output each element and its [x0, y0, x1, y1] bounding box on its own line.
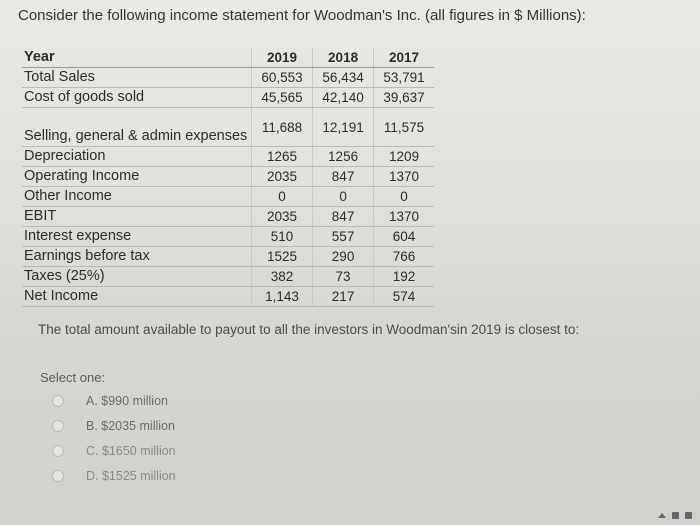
table-row [22, 207, 434, 227]
tray-arrow-icon[interactable] [658, 513, 666, 518]
cell-value: 2035 [252, 207, 313, 227]
cell-value: 53,791 [374, 68, 434, 88]
table-row [22, 247, 434, 267]
table-row [22, 88, 434, 108]
cell-value: 39,637 [374, 88, 434, 108]
speaker-icon[interactable] [685, 512, 692, 519]
radio-button[interactable] [52, 445, 64, 457]
answer-option-d[interactable] [52, 463, 176, 488]
table-row [22, 167, 434, 187]
income-statement-table [22, 48, 434, 307]
cell-value: 766 [374, 247, 434, 267]
header-year: 2018 [313, 48, 374, 68]
table-row [22, 267, 434, 287]
table-row [22, 68, 434, 88]
cell-value: 1370 [374, 167, 434, 187]
table-row [22, 187, 434, 207]
select-one-label: Select one: [40, 370, 106, 385]
cell-value: 11,688 [252, 108, 313, 147]
radio-button[interactable] [52, 420, 64, 432]
cell-value: 2035 [252, 167, 313, 187]
cell-value: 847 [313, 207, 374, 227]
cell-value: 45,565 [252, 88, 313, 108]
cell-value: 574 [374, 287, 434, 307]
answer-options [52, 388, 176, 488]
option-label: D. $1525 million [86, 468, 176, 483]
cell-value: 1265 [252, 147, 313, 167]
battery-icon[interactable] [672, 512, 679, 519]
cell-value: 1256 [313, 147, 374, 167]
radio-button[interactable] [52, 395, 64, 407]
table-row [22, 108, 434, 147]
cell-value: 42,140 [313, 88, 374, 108]
question-text: Consider the following income statement for Woodman's Inc. (all figures in $ Millions): [18, 7, 586, 24]
row-label: Net Income [22, 287, 252, 307]
system-tray [658, 512, 692, 519]
cell-value: 847 [313, 167, 374, 187]
row-label: Earnings before tax [22, 247, 252, 267]
cell-value: 1525 [252, 247, 313, 267]
header-year: 2017 [374, 48, 434, 68]
cell-value: 382 [252, 267, 313, 287]
table-row [22, 147, 434, 167]
answer-option-b[interactable] [52, 413, 176, 438]
row-label: Operating Income [22, 167, 252, 187]
cell-value: 192 [374, 267, 434, 287]
row-label: Interest expense [22, 227, 252, 247]
row-label: Total Sales [22, 68, 252, 88]
cell-value: 12,191 [313, 108, 374, 147]
row-label: Other Income [22, 187, 252, 207]
cell-value: 510 [252, 227, 313, 247]
answer-option-a[interactable] [52, 388, 176, 413]
table-header-row [22, 48, 434, 68]
cell-value: 217 [313, 287, 374, 307]
row-label: EBIT [22, 207, 252, 227]
table-row [22, 227, 434, 247]
cell-value: 0 [374, 187, 434, 207]
header-label: Year [22, 48, 252, 68]
cell-value: 290 [313, 247, 374, 267]
radio-button[interactable] [52, 470, 64, 482]
option-label: B. $2035 million [86, 418, 175, 433]
cell-value: 1370 [374, 207, 434, 227]
cell-value: 0 [313, 187, 374, 207]
cell-value: 604 [374, 227, 434, 247]
cell-value: 60,553 [252, 68, 313, 88]
cell-value: 0 [252, 187, 313, 207]
row-label: Taxes (25%) [22, 267, 252, 287]
table-row [22, 287, 434, 307]
option-label: A. $990 million [86, 393, 168, 408]
answer-option-c[interactable] [52, 438, 176, 463]
followup-question: The total amount available to payout to all the investors in Woodman'sin 2019 is closest to: [38, 322, 580, 337]
cell-value: 73 [313, 267, 374, 287]
cell-value: 56,434 [313, 68, 374, 88]
row-label: Selling, general & admin expenses [22, 108, 252, 147]
row-label: Cost of goods sold [22, 88, 252, 108]
row-label: Depreciation [22, 147, 252, 167]
header-year: 2019 [252, 48, 313, 68]
cell-value: 1,143 [252, 287, 313, 307]
option-label: C. $1650 million [86, 443, 176, 458]
cell-value: 11,575 [374, 108, 434, 147]
cell-value: 1209 [374, 147, 434, 167]
cell-value: 557 [313, 227, 374, 247]
